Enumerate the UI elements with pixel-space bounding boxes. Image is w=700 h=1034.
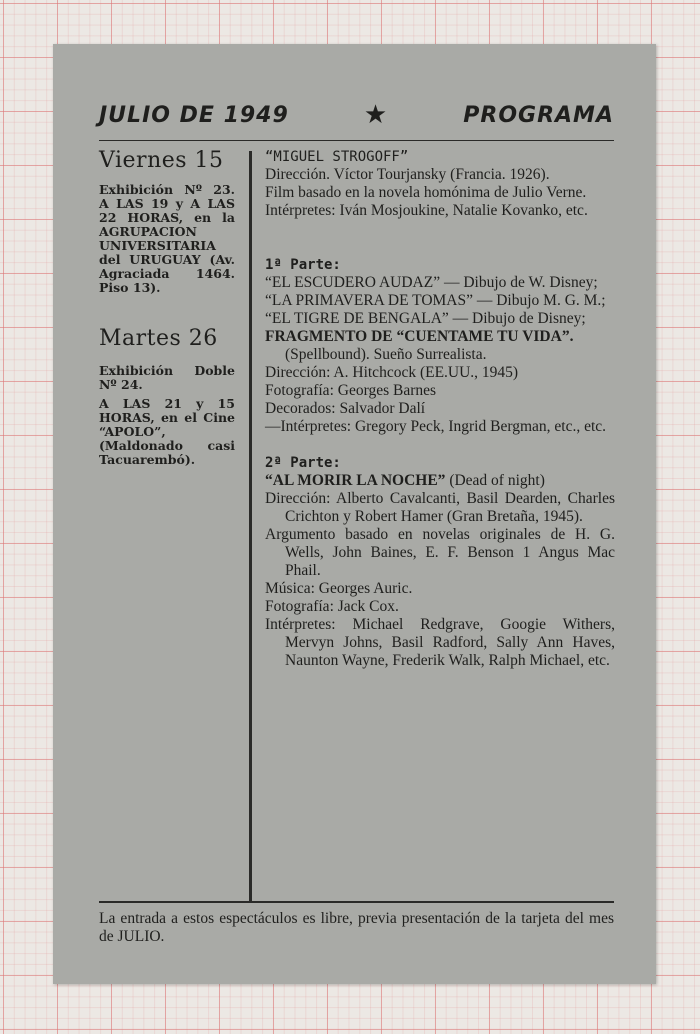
session-friday (99, 148, 235, 295)
part-heading: 2ª Parte: (265, 455, 341, 471)
feature-music: Música: Georges Auric. (265, 580, 413, 597)
film-title: “MIGUEL STROGOFF” (265, 149, 409, 165)
month-title: JULIO DE 1949 (99, 102, 289, 128)
film-direction: Dirección. Víctor Tourjansky (Francia. 1926). (265, 166, 550, 183)
session-day: Viernes 15 (99, 148, 224, 173)
column-divider (249, 151, 252, 901)
program-title: PROGRAMA (463, 102, 614, 128)
session-note: Exhibición Doble Nº 24. (99, 363, 235, 392)
feature-title: “AL MORIR LA NOCHE” (265, 472, 446, 489)
fragment-photo: Fotografía: Georges Barnes (265, 382, 437, 399)
session-note: A LAS 21 y 15 HORAS, en el Cine “APOLO”, (Maldonado casi Tacuarembó). (99, 396, 235, 467)
film-cast: Intérpretes: Iván Mosjoukine, Natalie Kovanko, etc. (265, 202, 588, 219)
feature-cast: Intérpretes: Michael Redgrave, Googie Withers, Mervyn Johns, Basil Radford, Sally Ann Haves, Naunton Wayne, Frederik Walk, Ralph Michael, etc. (265, 616, 615, 669)
session-day: Martes 26 (99, 326, 218, 351)
program-card (53, 44, 656, 984)
fragment-title: FRAGMENTO DE “CUENTAME TU VIDA”. (265, 328, 574, 345)
feature-title-line (265, 472, 615, 490)
feature-title-en: (Dead of night) (449, 472, 545, 489)
program-details (265, 148, 615, 670)
fragment-direction: Dirección: A. Hitchcock (EE.UU., 1945) (265, 364, 519, 381)
session-note: Exhibición Nº 23. A LAS 19 y A LAS 22 HORAS, en la AGRUPACION UNIVERSITARIA del URUGUAY (Av. Agraciada 1464. Piso 13). (99, 182, 235, 295)
program-item: “EL TIGRE DE BENGALA” — Dibujo de Disney; (265, 310, 586, 327)
program-header (99, 98, 614, 132)
feature-photo: Fotografía: Jack Cox. (265, 598, 399, 615)
footer-note: La entrada a estos espectáculos es libre, previa presentación de la tarjeta del mes de JULIO. (99, 910, 614, 945)
top-rule (99, 140, 614, 141)
fragment-sets: Decorados: Salvador Dalí (265, 400, 426, 417)
program-item: “LA PRIMAVERA DE TOMAS” — Dibujo M. G. M.; (265, 292, 606, 309)
session-tuesday (99, 326, 235, 467)
film-basis: Film basado en la novela homónima de Julio Verne. (265, 184, 587, 201)
feature-argument: Argumento basado en novelas originales de H. G. Wells, John Baines, E. F. Benson 1 Angus Mac Phail. (265, 526, 615, 579)
program-item: “EL ESCUDERO AUDAZ” — Dibujo de W. Disney; (265, 274, 598, 291)
star-icon: ★ (363, 100, 389, 130)
feature-direction: Dirección: Alberto Cavalcanti, Basil Dearden, Charles Crichton y Robert Hamer (Gran Bretaña, 1945). (265, 490, 615, 525)
fragment-subtitle: (Spellbound). Sueño Surrealista. (285, 346, 487, 363)
part-heading: 1ª Parte: (265, 257, 341, 273)
bottom-rule (99, 901, 614, 903)
fragment-cast: —Intérpretes: Gregory Peck, Ingrid Bergman, etc., etc. (265, 418, 607, 435)
